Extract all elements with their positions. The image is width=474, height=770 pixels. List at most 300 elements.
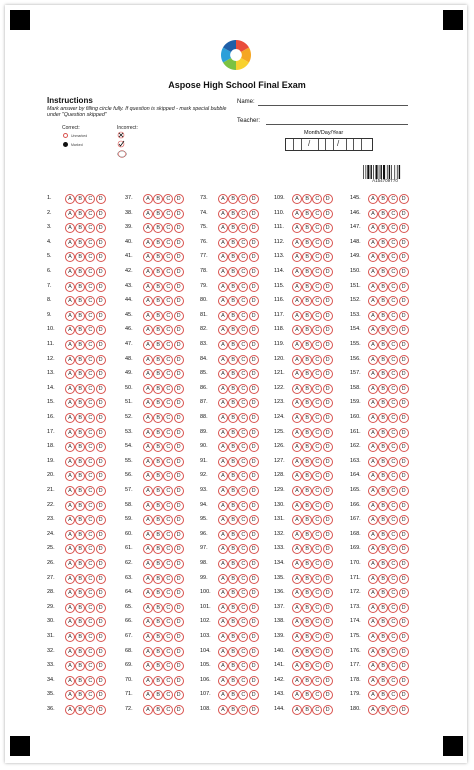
answer-bubble-a[interactable]: A — [368, 705, 378, 715]
answer-bubble-b[interactable]: B — [378, 282, 388, 292]
answer-bubble-c[interactable]: C — [163, 194, 173, 204]
answer-bubble-b[interactable]: B — [153, 296, 163, 306]
answer-bubble-b[interactable]: B — [378, 194, 388, 204]
answer-bubble-a[interactable]: A — [143, 209, 153, 219]
answer-bubble-d[interactable]: D — [174, 501, 184, 511]
answer-bubble-a[interactable]: A — [65, 369, 75, 379]
answer-bubble-b[interactable]: B — [75, 471, 85, 481]
answer-bubble-a[interactable]: A — [218, 428, 228, 438]
answer-bubble-c[interactable]: C — [85, 676, 95, 686]
answer-bubble-a[interactable]: A — [368, 486, 378, 496]
answer-bubble-b[interactable]: B — [75, 238, 85, 248]
answer-bubble-a[interactable]: A — [292, 457, 302, 467]
answer-bubble-d[interactable]: D — [174, 355, 184, 365]
answer-bubble-c[interactable]: C — [85, 588, 95, 598]
answer-bubble-b[interactable]: B — [302, 588, 312, 598]
answer-bubble-a[interactable]: A — [65, 457, 75, 467]
answer-bubble-c[interactable]: C — [312, 617, 322, 627]
answer-bubble-c[interactable]: C — [238, 238, 248, 248]
answer-bubble-b[interactable]: B — [153, 530, 163, 540]
answer-bubble-d[interactable]: D — [174, 282, 184, 292]
answer-bubble-a[interactable]: A — [143, 384, 153, 394]
answer-bubble-d[interactable]: D — [399, 501, 409, 511]
answer-bubble-d[interactable]: D — [399, 588, 409, 598]
answer-bubble-c[interactable]: C — [238, 617, 248, 627]
answer-bubble-a[interactable]: A — [292, 223, 302, 233]
answer-bubble-d[interactable]: D — [96, 588, 106, 598]
answer-bubble-b[interactable]: B — [153, 442, 163, 452]
answer-bubble-b[interactable]: B — [228, 486, 238, 496]
answer-bubble-d[interactable]: D — [96, 325, 106, 335]
answer-bubble-c[interactable]: C — [238, 428, 248, 438]
date-digit-cell[interactable] — [294, 139, 302, 150]
answer-bubble-a[interactable]: A — [218, 311, 228, 321]
answer-bubble-d[interactable]: D — [96, 311, 106, 321]
answer-bubble-d[interactable]: D — [249, 194, 259, 204]
answer-bubble-a[interactable]: A — [292, 471, 302, 481]
answer-bubble-d[interactable]: D — [96, 413, 106, 423]
answer-bubble-a[interactable]: A — [143, 194, 153, 204]
answer-bubble-d[interactable]: D — [399, 457, 409, 467]
answer-bubble-a[interactable]: A — [218, 369, 228, 379]
answer-bubble-c[interactable]: C — [238, 223, 248, 233]
answer-bubble-a[interactable]: A — [143, 559, 153, 569]
answer-bubble-d[interactable]: D — [174, 559, 184, 569]
answer-bubble-b[interactable]: B — [228, 384, 238, 394]
answer-bubble-b[interactable]: B — [228, 705, 238, 715]
answer-bubble-c[interactable]: C — [388, 413, 398, 423]
answer-bubble-d[interactable]: D — [399, 223, 409, 233]
answer-bubble-b[interactable]: B — [378, 559, 388, 569]
answer-bubble-b[interactable]: B — [378, 705, 388, 715]
answer-bubble-b[interactable]: B — [75, 384, 85, 394]
answer-bubble-d[interactable]: D — [323, 296, 333, 306]
answer-bubble-a[interactable]: A — [218, 194, 228, 204]
answer-bubble-d[interactable]: D — [249, 471, 259, 481]
answer-bubble-c[interactable]: C — [312, 661, 322, 671]
answer-bubble-a[interactable]: A — [65, 384, 75, 394]
answer-bubble-a[interactable]: A — [65, 471, 75, 481]
answer-bubble-a[interactable]: A — [218, 661, 228, 671]
answer-bubble-c[interactable]: C — [163, 617, 173, 627]
answer-bubble-a[interactable]: A — [218, 486, 228, 496]
answer-bubble-c[interactable]: C — [238, 413, 248, 423]
answer-bubble-a[interactable]: A — [65, 398, 75, 408]
answer-bubble-d[interactable]: D — [96, 617, 106, 627]
answer-bubble-d[interactable]: D — [249, 574, 259, 584]
answer-bubble-c[interactable]: C — [312, 325, 322, 335]
answer-bubble-c[interactable]: C — [85, 369, 95, 379]
answer-bubble-d[interactable]: D — [96, 632, 106, 642]
answer-bubble-a[interactable]: A — [218, 690, 228, 700]
answer-bubble-d[interactable]: D — [399, 515, 409, 525]
answer-bubble-a[interactable]: A — [65, 676, 75, 686]
answer-bubble-a[interactable]: A — [292, 647, 302, 657]
answer-bubble-a[interactable]: A — [218, 530, 228, 540]
answer-bubble-c[interactable]: C — [238, 267, 248, 277]
answer-bubble-b[interactable]: B — [228, 238, 238, 248]
answer-bubble-d[interactable]: D — [174, 574, 184, 584]
answer-bubble-a[interactable]: A — [218, 384, 228, 394]
answer-bubble-a[interactable]: A — [143, 705, 153, 715]
answer-bubble-b[interactable]: B — [153, 588, 163, 598]
answer-bubble-b[interactable]: B — [153, 515, 163, 525]
answer-bubble-c[interactable]: C — [238, 471, 248, 481]
answer-bubble-b[interactable]: B — [75, 413, 85, 423]
answer-bubble-b[interactable]: B — [228, 530, 238, 540]
answer-bubble-c[interactable]: C — [163, 530, 173, 540]
answer-bubble-a[interactable]: A — [292, 690, 302, 700]
answer-bubble-c[interactable]: C — [238, 515, 248, 525]
answer-bubble-a[interactable]: A — [143, 223, 153, 233]
answer-bubble-c[interactable]: C — [85, 559, 95, 569]
answer-bubble-a[interactable]: A — [143, 398, 153, 408]
answer-bubble-c[interactable]: C — [312, 501, 322, 511]
answer-bubble-c[interactable]: C — [388, 588, 398, 598]
answer-bubble-a[interactable]: A — [218, 574, 228, 584]
answer-bubble-a[interactable]: A — [368, 690, 378, 700]
answer-bubble-b[interactable]: B — [228, 267, 238, 277]
answer-bubble-c[interactable]: C — [85, 617, 95, 627]
answer-bubble-b[interactable]: B — [378, 471, 388, 481]
answer-bubble-a[interactable]: A — [292, 428, 302, 438]
answer-bubble-c[interactable]: C — [85, 325, 95, 335]
answer-bubble-c[interactable]: C — [312, 603, 322, 613]
answer-bubble-d[interactable]: D — [174, 647, 184, 657]
date-digit-cell[interactable] — [326, 139, 334, 150]
answer-bubble-d[interactable]: D — [323, 209, 333, 219]
answer-bubble-b[interactable]: B — [153, 340, 163, 350]
answer-bubble-d[interactable]: D — [249, 369, 259, 379]
answer-bubble-a[interactable]: A — [65, 413, 75, 423]
answer-bubble-d[interactable]: D — [96, 223, 106, 233]
answer-bubble-a[interactable]: A — [292, 574, 302, 584]
answer-bubble-c[interactable]: C — [238, 325, 248, 335]
answer-bubble-d[interactable]: D — [323, 471, 333, 481]
answer-bubble-b[interactable]: B — [75, 544, 85, 554]
answer-bubble-c[interactable]: C — [312, 515, 322, 525]
answer-bubble-c[interactable]: C — [85, 428, 95, 438]
answer-bubble-c[interactable]: C — [85, 296, 95, 306]
answer-bubble-b[interactable]: B — [153, 209, 163, 219]
answer-bubble-d[interactable]: D — [249, 282, 259, 292]
answer-bubble-d[interactable]: D — [174, 194, 184, 204]
answer-bubble-d[interactable]: D — [174, 632, 184, 642]
answer-bubble-b[interactable]: B — [378, 442, 388, 452]
answer-bubble-d[interactable]: D — [249, 676, 259, 686]
answer-bubble-b[interactable]: B — [378, 428, 388, 438]
answer-bubble-c[interactable]: C — [388, 471, 398, 481]
answer-bubble-a[interactable]: A — [368, 676, 378, 686]
answer-bubble-a[interactable]: A — [143, 661, 153, 671]
answer-bubble-c[interactable]: C — [388, 486, 398, 496]
answer-bubble-a[interactable]: A — [368, 340, 378, 350]
answer-bubble-d[interactable]: D — [174, 252, 184, 262]
answer-bubble-a[interactable]: A — [368, 384, 378, 394]
answer-bubble-c[interactable]: C — [388, 267, 398, 277]
answer-bubble-d[interactable]: D — [323, 311, 333, 321]
answer-bubble-a[interactable]: A — [292, 209, 302, 219]
answer-bubble-a[interactable]: A — [65, 603, 75, 613]
answer-bubble-d[interactable]: D — [96, 574, 106, 584]
answer-bubble-c[interactable]: C — [85, 457, 95, 467]
answer-bubble-d[interactable]: D — [174, 340, 184, 350]
answer-bubble-d[interactable]: D — [249, 690, 259, 700]
answer-bubble-a[interactable]: A — [143, 544, 153, 554]
answer-bubble-d[interactable]: D — [323, 282, 333, 292]
answer-bubble-d[interactable]: D — [174, 661, 184, 671]
answer-bubble-d[interactable]: D — [174, 690, 184, 700]
answer-bubble-c[interactable]: C — [388, 209, 398, 219]
answer-bubble-b[interactable]: B — [153, 267, 163, 277]
answer-bubble-d[interactable]: D — [399, 471, 409, 481]
answer-bubble-b[interactable]: B — [378, 501, 388, 511]
answer-bubble-a[interactable]: A — [218, 588, 228, 598]
answer-bubble-c[interactable]: C — [238, 457, 248, 467]
answer-bubble-c[interactable]: C — [388, 252, 398, 262]
answer-bubble-c[interactable]: C — [238, 384, 248, 394]
answer-bubble-b[interactable]: B — [228, 355, 238, 365]
answer-bubble-a[interactable]: A — [368, 530, 378, 540]
answer-bubble-c[interactable]: C — [388, 398, 398, 408]
answer-bubble-b[interactable]: B — [378, 530, 388, 540]
answer-bubble-d[interactable]: D — [249, 457, 259, 467]
answer-bubble-c[interactable]: C — [163, 296, 173, 306]
answer-bubble-d[interactable]: D — [96, 661, 106, 671]
answer-bubble-b[interactable]: B — [302, 282, 312, 292]
answer-bubble-b[interactable]: B — [302, 632, 312, 642]
answer-bubble-c[interactable]: C — [163, 690, 173, 700]
answer-bubble-b[interactable]: B — [75, 194, 85, 204]
answer-bubble-b[interactable]: B — [153, 632, 163, 642]
answer-bubble-b[interactable]: B — [75, 223, 85, 233]
answer-bubble-a[interactable]: A — [368, 588, 378, 598]
answer-bubble-a[interactable]: A — [143, 413, 153, 423]
answer-bubble-a[interactable]: A — [218, 544, 228, 554]
answer-bubble-a[interactable]: A — [292, 413, 302, 423]
answer-bubble-b[interactable]: B — [378, 325, 388, 335]
answer-bubble-d[interactable]: D — [323, 690, 333, 700]
answer-bubble-c[interactable]: C — [312, 194, 322, 204]
answer-bubble-b[interactable]: B — [302, 325, 312, 335]
answer-bubble-a[interactable]: A — [368, 632, 378, 642]
answer-bubble-b[interactable]: B — [75, 282, 85, 292]
answer-bubble-c[interactable]: C — [163, 603, 173, 613]
date-digit-cell[interactable] — [354, 139, 362, 150]
answer-bubble-d[interactable]: D — [323, 252, 333, 262]
answer-bubble-b[interactable]: B — [153, 355, 163, 365]
answer-bubble-a[interactable]: A — [218, 457, 228, 467]
answer-bubble-d[interactable]: D — [96, 238, 106, 248]
answer-bubble-d[interactable]: D — [96, 603, 106, 613]
answer-bubble-d[interactable]: D — [249, 428, 259, 438]
answer-bubble-c[interactable]: C — [163, 486, 173, 496]
answer-bubble-c[interactable]: C — [85, 194, 95, 204]
answer-bubble-d[interactable]: D — [323, 574, 333, 584]
answer-bubble-c[interactable]: C — [85, 384, 95, 394]
answer-bubble-b[interactable]: B — [228, 442, 238, 452]
answer-bubble-b[interactable]: B — [378, 384, 388, 394]
answer-bubble-d[interactable]: D — [399, 530, 409, 540]
answer-bubble-a[interactable]: A — [218, 647, 228, 657]
answer-bubble-b[interactable]: B — [153, 486, 163, 496]
answer-bubble-c[interactable]: C — [388, 355, 398, 365]
answer-bubble-b[interactable]: B — [75, 209, 85, 219]
answer-bubble-d[interactable]: D — [323, 676, 333, 686]
answer-bubble-b[interactable]: B — [75, 574, 85, 584]
answer-bubble-c[interactable]: C — [312, 384, 322, 394]
answer-bubble-b[interactable]: B — [378, 486, 388, 496]
answer-bubble-b[interactable]: B — [153, 603, 163, 613]
answer-bubble-a[interactable]: A — [218, 223, 228, 233]
answer-bubble-d[interactable]: D — [249, 632, 259, 642]
answer-bubble-d[interactable]: D — [323, 369, 333, 379]
answer-bubble-b[interactable]: B — [228, 340, 238, 350]
answer-bubble-c[interactable]: C — [85, 661, 95, 671]
answer-bubble-c[interactable]: C — [163, 355, 173, 365]
answer-bubble-b[interactable]: B — [75, 632, 85, 642]
answer-bubble-a[interactable]: A — [368, 325, 378, 335]
answer-bubble-c[interactable]: C — [238, 559, 248, 569]
answer-bubble-c[interactable]: C — [163, 676, 173, 686]
answer-bubble-c[interactable]: C — [163, 661, 173, 671]
answer-bubble-b[interactable]: B — [75, 340, 85, 350]
answer-bubble-b[interactable]: B — [378, 223, 388, 233]
answer-bubble-b[interactable]: B — [75, 676, 85, 686]
answer-bubble-b[interactable]: B — [228, 544, 238, 554]
answer-bubble-b[interactable]: B — [75, 442, 85, 452]
answer-bubble-b[interactable]: B — [378, 267, 388, 277]
answer-bubble-c[interactable]: C — [312, 209, 322, 219]
answer-bubble-d[interactable]: D — [249, 515, 259, 525]
answer-bubble-d[interactable]: D — [399, 311, 409, 321]
answer-bubble-a[interactable]: A — [292, 398, 302, 408]
answer-bubble-b[interactable]: B — [302, 398, 312, 408]
answer-bubble-c[interactable]: C — [238, 588, 248, 598]
answer-bubble-d[interactable]: D — [249, 617, 259, 627]
answer-bubble-a[interactable]: A — [143, 282, 153, 292]
answer-bubble-d[interactable]: D — [249, 384, 259, 394]
answer-bubble-b[interactable]: B — [153, 238, 163, 248]
answer-bubble-d[interactable]: D — [96, 471, 106, 481]
answer-bubble-c[interactable]: C — [238, 544, 248, 554]
answer-bubble-d[interactable]: D — [174, 238, 184, 248]
answer-bubble-b[interactable]: B — [75, 603, 85, 613]
answer-bubble-a[interactable]: A — [143, 340, 153, 350]
answer-bubble-a[interactable]: A — [143, 603, 153, 613]
answer-bubble-c[interactable]: C — [312, 530, 322, 540]
answer-bubble-a[interactable]: A — [218, 442, 228, 452]
answer-bubble-a[interactable]: A — [65, 355, 75, 365]
answer-bubble-a[interactable]: A — [368, 647, 378, 657]
answer-bubble-b[interactable]: B — [75, 647, 85, 657]
answer-bubble-b[interactable]: B — [228, 617, 238, 627]
answer-bubble-b[interactable]: B — [228, 632, 238, 642]
answer-bubble-b[interactable]: B — [228, 515, 238, 525]
answer-bubble-a[interactable]: A — [292, 515, 302, 525]
answer-bubble-d[interactable]: D — [323, 267, 333, 277]
answer-bubble-b[interactable]: B — [153, 325, 163, 335]
answer-bubble-d[interactable]: D — [399, 690, 409, 700]
answer-bubble-d[interactable]: D — [323, 661, 333, 671]
answer-bubble-a[interactable]: A — [292, 486, 302, 496]
answer-bubble-a[interactable]: A — [368, 355, 378, 365]
answer-bubble-c[interactable]: C — [85, 238, 95, 248]
answer-bubble-a[interactable]: A — [65, 632, 75, 642]
answer-bubble-d[interactable]: D — [399, 384, 409, 394]
answer-bubble-a[interactable]: A — [65, 194, 75, 204]
answer-bubble-b[interactable]: B — [75, 457, 85, 467]
answer-bubble-d[interactable]: D — [96, 369, 106, 379]
answer-bubble-b[interactable]: B — [228, 559, 238, 569]
answer-bubble-d[interactable]: D — [323, 428, 333, 438]
answer-bubble-a[interactable]: A — [65, 617, 75, 627]
answer-bubble-c[interactable]: C — [238, 690, 248, 700]
answer-bubble-d[interactable]: D — [249, 355, 259, 365]
answer-bubble-a[interactable]: A — [65, 501, 75, 511]
answer-bubble-a[interactable]: A — [368, 252, 378, 262]
answer-bubble-b[interactable]: B — [75, 530, 85, 540]
answer-bubble-d[interactable]: D — [174, 588, 184, 598]
answer-bubble-c[interactable]: C — [312, 413, 322, 423]
answer-bubble-c[interactable]: C — [163, 369, 173, 379]
answer-bubble-d[interactable]: D — [399, 340, 409, 350]
answer-bubble-a[interactable]: A — [368, 457, 378, 467]
answer-bubble-a[interactable]: A — [368, 428, 378, 438]
answer-bubble-d[interactable]: D — [96, 676, 106, 686]
answer-bubble-d[interactable]: D — [249, 311, 259, 321]
answer-bubble-d[interactable]: D — [174, 603, 184, 613]
answer-bubble-a[interactable]: A — [65, 428, 75, 438]
answer-bubble-b[interactable]: B — [228, 471, 238, 481]
answer-bubble-d[interactable]: D — [174, 209, 184, 219]
answer-bubble-c[interactable]: C — [312, 676, 322, 686]
answer-bubble-c[interactable]: C — [85, 398, 95, 408]
answer-bubble-a[interactable]: A — [368, 617, 378, 627]
answer-bubble-b[interactable]: B — [228, 223, 238, 233]
answer-bubble-b[interactable]: B — [153, 661, 163, 671]
answer-bubble-b[interactable]: B — [302, 296, 312, 306]
answer-bubble-c[interactable]: C — [388, 661, 398, 671]
answer-bubble-d[interactable]: D — [323, 194, 333, 204]
answer-bubble-d[interactable]: D — [249, 267, 259, 277]
answer-bubble-b[interactable]: B — [153, 413, 163, 423]
answer-bubble-a[interactable]: A — [292, 632, 302, 642]
answer-bubble-c[interactable]: C — [388, 544, 398, 554]
answer-bubble-d[interactable]: D — [399, 267, 409, 277]
answer-bubble-c[interactable]: C — [85, 501, 95, 511]
answer-bubble-c[interactable]: C — [163, 209, 173, 219]
answer-bubble-d[interactable]: D — [249, 530, 259, 540]
answer-bubble-c[interactable]: C — [388, 428, 398, 438]
answer-bubble-c[interactable]: C — [85, 267, 95, 277]
answer-bubble-c[interactable]: C — [85, 574, 95, 584]
answer-bubble-c[interactable]: C — [163, 252, 173, 262]
answer-bubble-a[interactable]: A — [65, 238, 75, 248]
answer-bubble-b[interactable]: B — [378, 238, 388, 248]
answer-bubble-c[interactable]: C — [163, 442, 173, 452]
answer-bubble-a[interactable]: A — [292, 296, 302, 306]
answer-bubble-d[interactable]: D — [96, 252, 106, 262]
answer-bubble-d[interactable]: D — [96, 457, 106, 467]
answer-bubble-c[interactable]: C — [238, 676, 248, 686]
answer-bubble-d[interactable]: D — [96, 340, 106, 350]
answer-bubble-c[interactable]: C — [312, 471, 322, 481]
answer-bubble-b[interactable]: B — [378, 311, 388, 321]
answer-bubble-c[interactable]: C — [238, 530, 248, 540]
answer-bubble-c[interactable]: C — [163, 340, 173, 350]
answer-bubble-d[interactable]: D — [399, 442, 409, 452]
